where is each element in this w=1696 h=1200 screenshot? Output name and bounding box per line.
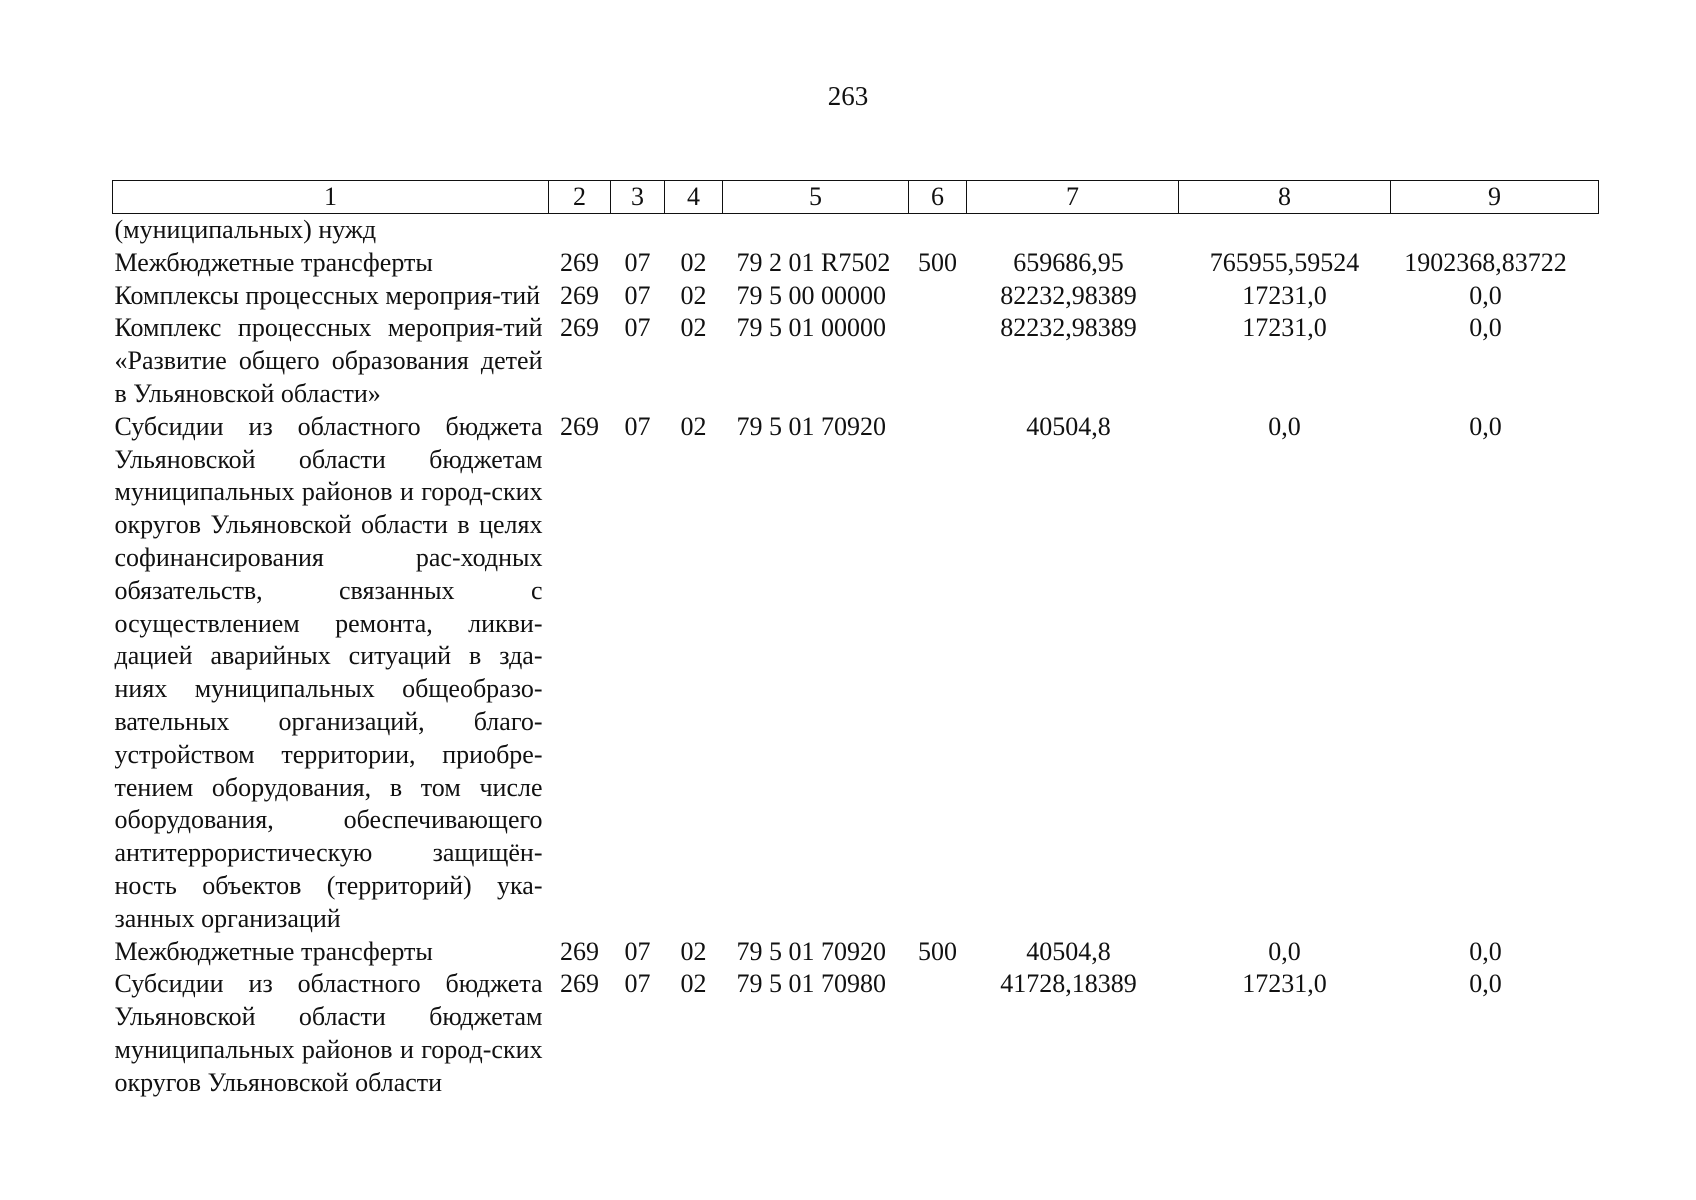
cell-c8: 17231,0 bbox=[1242, 313, 1327, 343]
table-row bbox=[113, 968, 1599, 1099]
cell-c6 bbox=[909, 280, 967, 313]
cell-c2: 269 bbox=[560, 936, 599, 966]
table-body bbox=[113, 214, 1599, 1100]
column-header-1: 1 bbox=[113, 181, 549, 214]
cell-c5: 79 5 01 00000 bbox=[736, 313, 886, 343]
cell-c4: 02 bbox=[680, 247, 707, 277]
cell-c5: 79 5 01 70980 bbox=[736, 969, 886, 999]
row-name: (муниципальных) нужд bbox=[114, 215, 377, 244]
column-header-2: 2 bbox=[549, 181, 611, 214]
table-row bbox=[113, 312, 1599, 410]
cell-c3: 07 bbox=[624, 280, 651, 310]
page-number: 263 bbox=[827, 81, 869, 111]
cell-c4: 02 bbox=[680, 969, 707, 999]
column-header-6: 6 bbox=[909, 181, 967, 214]
column-header-3: 3 bbox=[611, 181, 665, 214]
cell-c7: 659686,95 bbox=[1013, 247, 1124, 277]
cell-c3: 07 bbox=[624, 411, 651, 441]
cell-c6 bbox=[909, 214, 967, 247]
table-row bbox=[113, 247, 1599, 280]
cell-c7: 40504,8 bbox=[1026, 936, 1111, 966]
cell-c6 bbox=[909, 968, 967, 1099]
row-name: Субсидии из областного бюджета Ульяновской области бюджетам муниципальных районов и город-ских округов Ульяновской области в целях софинансирования рас-ходных обязательств, связанных с осуществлением ремонта, ликви-дацией аварийных ситуаций в зда-ниях муниципальных общеобразо-вательных организаций, благо-устройством территории, приобре-тением оборудования, в том числе оборудования, обеспечивающего антитеррористическую защищён-ность объектов (территорий) ука-занных организаций bbox=[114, 411, 543, 933]
cell-c7: 82232,98389 bbox=[1000, 280, 1137, 310]
table-header bbox=[113, 181, 1599, 214]
cell-c5: 79 5 00 00000 bbox=[736, 280, 886, 310]
cell-c7 bbox=[967, 214, 1179, 247]
cell-c6 bbox=[909, 312, 967, 410]
cell-c3: 07 bbox=[624, 969, 651, 999]
cell-c4: 02 bbox=[680, 936, 707, 966]
cell-c7: 82232,98389 bbox=[1000, 313, 1137, 343]
cell-c9: 0,0 bbox=[1469, 280, 1502, 310]
column-header-4: 4 bbox=[665, 181, 723, 214]
row-name: Субсидии из областного бюджета Ульяновской области бюджетам муниципальных районов и город-ских округов Ульяновской области bbox=[114, 969, 543, 1097]
row-name: Комплекс процессных мероприя-тий «Развитие общего образования детей в Ульяновской области» bbox=[114, 313, 543, 408]
table-row bbox=[113, 280, 1599, 313]
cell-c8 bbox=[1179, 214, 1391, 247]
cell-c2: 269 bbox=[560, 411, 599, 441]
cell-c9: 0,0 bbox=[1469, 313, 1502, 343]
column-header-5: 5 bbox=[723, 181, 909, 214]
row-name: Межбюджетные трансферты bbox=[114, 247, 433, 277]
cell-c7: 40504,8 bbox=[1026, 411, 1111, 441]
cell-c6: 500 bbox=[918, 936, 957, 966]
cell-c9: 0,0 bbox=[1469, 411, 1502, 441]
cell-c7: 41728,18389 bbox=[1000, 969, 1137, 999]
cell-c9 bbox=[1391, 214, 1599, 247]
cell-c5: 79 5 01 70920 bbox=[736, 936, 886, 966]
column-header-7: 7 bbox=[967, 181, 1179, 214]
cell-c5 bbox=[723, 214, 909, 247]
column-header-9: 9 bbox=[1391, 181, 1599, 214]
cell-c3: 07 bbox=[624, 247, 651, 277]
cell-c8: 0,0 bbox=[1268, 936, 1301, 966]
cell-c6: 500 bbox=[918, 247, 957, 277]
cell-c3 bbox=[611, 214, 665, 247]
cell-c5: 79 2 01 R7502 bbox=[736, 247, 891, 277]
cell-c9: 0,0 bbox=[1469, 936, 1502, 966]
cell-c6 bbox=[909, 411, 967, 936]
cell-c2: 269 bbox=[560, 247, 599, 277]
cell-c8: 17231,0 bbox=[1242, 280, 1327, 310]
table-row bbox=[113, 936, 1599, 969]
cell-c9: 1902368,83722 bbox=[1404, 247, 1567, 277]
cell-c9: 0,0 bbox=[1469, 969, 1502, 999]
cell-c2: 269 bbox=[560, 313, 599, 343]
cell-c3: 07 bbox=[624, 313, 651, 343]
cell-c4: 02 bbox=[680, 280, 707, 310]
cell-c2 bbox=[549, 214, 611, 247]
cell-c4: 02 bbox=[680, 411, 707, 441]
cell-c4: 02 bbox=[680, 313, 707, 343]
cell-c2: 269 bbox=[560, 280, 599, 310]
row-name: Межбюджетные трансферты bbox=[114, 936, 433, 966]
row-name: Комплексы процессных мероприя-тий bbox=[114, 280, 541, 310]
cell-c5: 79 5 01 70920 bbox=[736, 411, 886, 441]
table-row bbox=[113, 411, 1599, 936]
cell-c8: 0,0 bbox=[1268, 411, 1301, 441]
cell-c8: 17231,0 bbox=[1242, 969, 1327, 999]
budget-table bbox=[112, 180, 1599, 1100]
cell-c3: 07 bbox=[624, 936, 651, 966]
cell-c4 bbox=[665, 214, 723, 247]
table-row bbox=[113, 214, 1599, 247]
header-row bbox=[113, 181, 1599, 214]
cell-c2: 269 bbox=[560, 969, 599, 999]
cell-c8: 765955,59524 bbox=[1209, 247, 1360, 277]
column-header-8: 8 bbox=[1179, 181, 1391, 214]
